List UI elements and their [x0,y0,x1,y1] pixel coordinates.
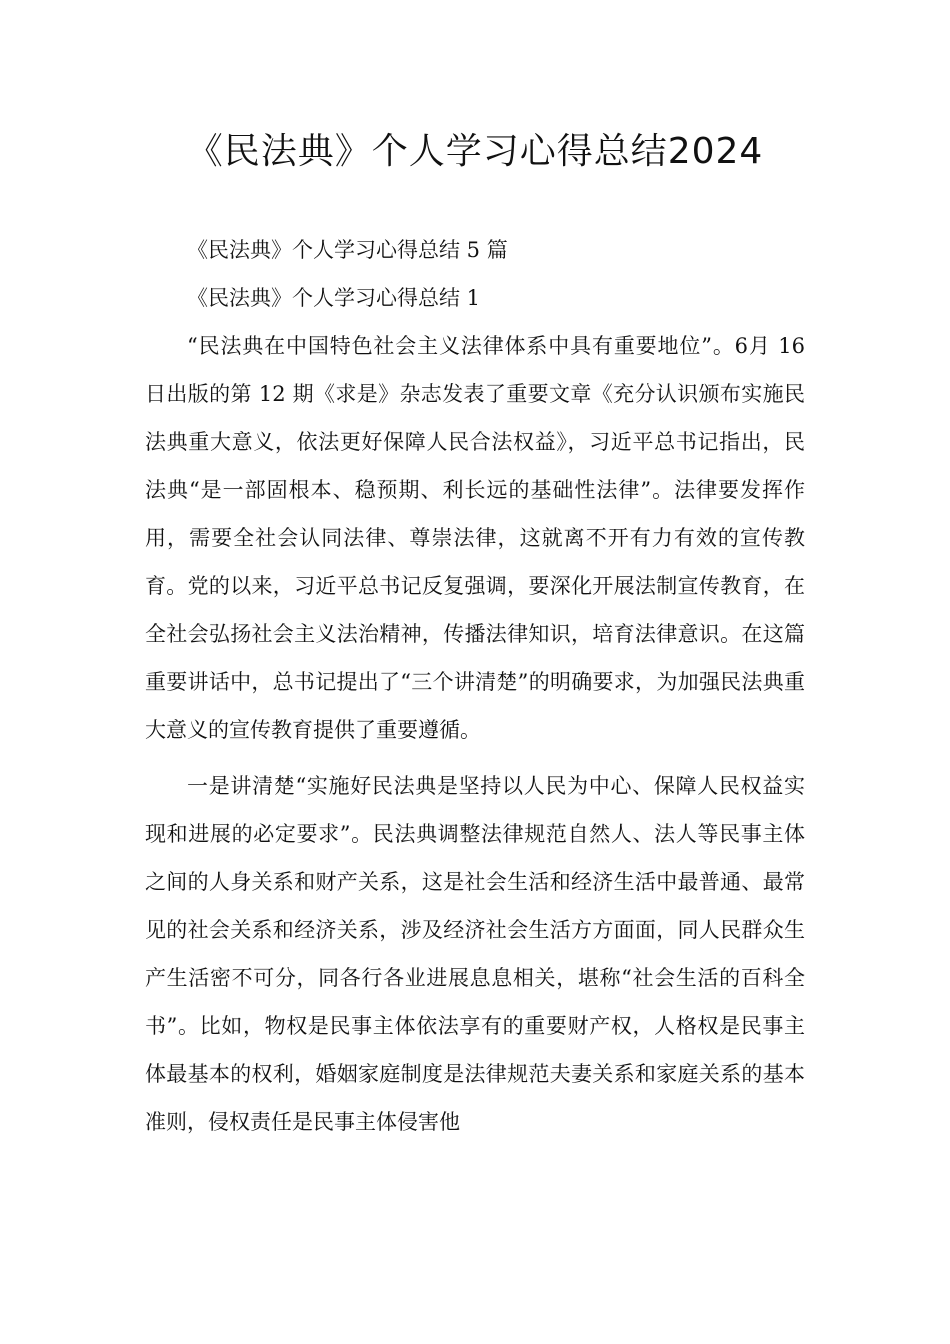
subtitle-line: 《民法典》个人学习心得总结 5 篇 [187,238,508,262]
body-paragraph-2: 一是讲清楚“实施好民法典是坚持以人民为中心、保障人民权益实现和进展的必定要求”。民法典调整法律规范自然人、法人等民事主体之间的人身关系和财产关系，这是社会生活和经济生活中最普通、最常见的社会关系和经济关系，涉及经济社会生活方方面面，同人民群众生产生活密不可分，同各行各业进展息息相关，堪称“社会生活的百科全书”。比如，物权是民事主体依法享有的重要财产权，人格权是民事主体最基本的权利，婚姻家庭制度是法律规范夫妻关系和家庭关系的基本准则，侵权责任是民事主体侵害他 [145,774,805,1134]
document-body [145,226,805,1146]
section-heading: 《民法典》个人学习心得总结 1 [187,286,481,310]
body-paragraph-1: “民法典在中国特色社会主义法律体系中具有重要地位”。6月 16 日出版的第 12 期《求是》杂志发表了重要文章《充分认识颁布实施民法典重大意义，依法更好保障人民合法权益》，习近平总书记指出，民法典“是一部固根本、稳预期、利长远的基础性法律”。法律要发挥作用，需要全社会认同法律、尊崇法律，这就离不开有力有效的宣传教育。党的以来，习近平总书记反复强调，要深化开展法制宣传教育，在全社会弘扬社会主义法治精神，传播法律知识，培育法律意识。在这篇重要讲话中，总书记提出了“三个讲清楚”的明确要求，为加强民法典重大意义的宣传教育提供了重要遵循。 [145,334,805,742]
document-title: 《民法典》个人学习心得总结2024 [186,131,764,172]
